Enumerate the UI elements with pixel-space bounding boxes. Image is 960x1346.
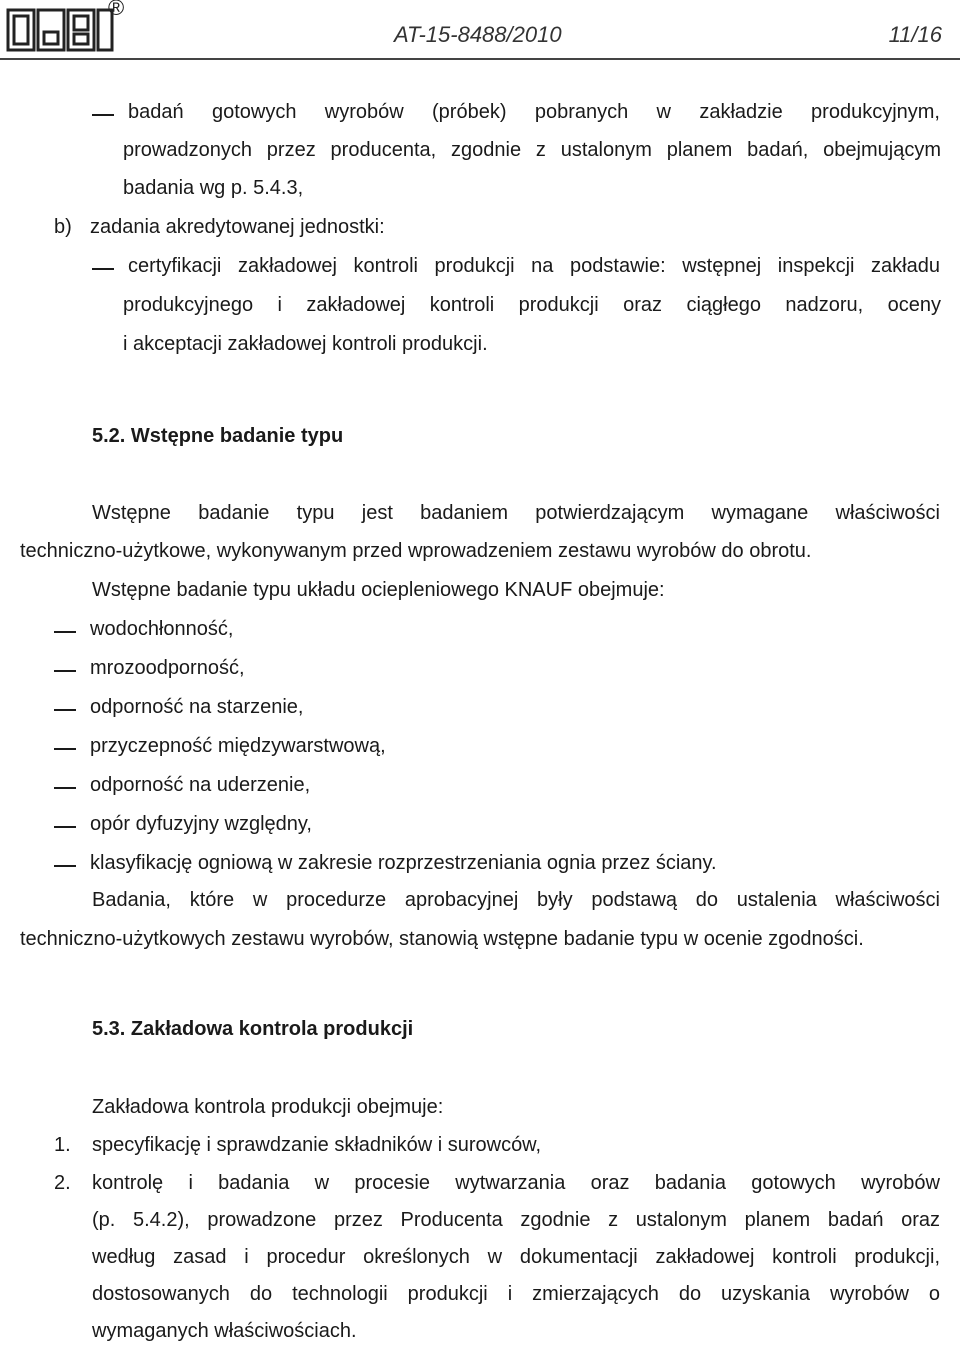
list-dash: [54, 826, 76, 828]
list-item-text: wymaganych właściwościach.: [92, 1320, 357, 1342]
list-item: przyczepność międzywarstwową,: [90, 735, 386, 757]
list-item-text: zadania akredytowanej jednostki:: [90, 216, 385, 238]
paragraph-line: Wstępne badanie typu układu ociepleniowego KNAUF obejmuje:: [92, 579, 665, 601]
header-divider: [0, 58, 960, 60]
list-item-text: certyfikacji zakładowej kontroli produkcji na podstawie: wstępnej inspekcji zakładu: [128, 255, 940, 277]
list-number: 2.: [54, 1172, 71, 1194]
list-dash: [54, 709, 76, 711]
paragraph-line: Badania, które w procedurze aprobacyjnej były podstawą do ustalenia właściwości: [92, 889, 940, 911]
paragraph-line: techniczno-użytkowe, wykonywanym przed wprowadzeniem zestawu wyrobów do obrotu.: [20, 540, 812, 562]
list-item-text: produkcyjnego i zakładowej kontroli produkcji oraz ciągłego nadzoru, oceny: [123, 294, 941, 316]
list-item-text: (p. 5.4.2), prowadzone przez Producenta zgodnie z ustalonym planem badań oraz: [92, 1209, 940, 1231]
list-item: odporność na starzenie,: [90, 696, 304, 718]
registered-mark: ®: [108, 0, 125, 20]
document-id: AT-15-8488/2010: [394, 22, 562, 47]
list-item: klasyfikację ogniową w zakresie rozprzestrzeniania ognia przez ściany.: [90, 852, 717, 874]
list-item-text: badania wg p. 5.4.3,: [123, 177, 304, 199]
list-item-text: według zasad i procedur określonych w dokumentacji zakładowej kontroli produkcji,: [92, 1246, 940, 1268]
list-dash: [54, 748, 76, 750]
list-dash: [54, 631, 76, 633]
list-dash: [54, 670, 76, 672]
list-item-text: i akceptacji zakładowej kontroli produkcji.: [123, 333, 488, 355]
list-item: odporność na uderzenie,: [90, 774, 311, 796]
paragraph-line: Zakładowa kontrola produkcji obejmuje:: [92, 1096, 444, 1118]
list-item-text: dostosowanych do technologii produkcji i zmierzających do uzyskania wyrobów o: [92, 1283, 940, 1305]
list-number: 1.: [54, 1134, 71, 1156]
list-dash: [54, 787, 76, 789]
section-heading: 5.2. Wstępne badanie typu: [92, 425, 344, 447]
paragraph-line: techniczno-użytkowych zestawu wyrobów, stanowią wstępne badanie typu w ocenie zgodności.: [20, 928, 864, 950]
page-number: 11/16: [888, 22, 942, 47]
section-heading: 5.3. Zakładowa kontrola produkcji: [92, 1018, 414, 1040]
list-item: opór dyfuzyjny względny,: [90, 813, 312, 835]
list-dash: [92, 268, 114, 270]
list-dash: [54, 865, 76, 867]
list-item: wodochłonność,: [90, 618, 234, 640]
list-item: specyfikację i sprawdzanie składników i surowców,: [92, 1134, 542, 1156]
list-item-text: prowadzonych przez producenta, zgodnie z ustalonym planem badań, obejmującym: [123, 139, 941, 161]
list-item: mrozoodporność,: [90, 657, 245, 679]
list-dash: [92, 114, 114, 116]
list-item-text: kontrolę i badania w procesie wytwarzania oraz badania gotowych wyrobów: [92, 1172, 940, 1194]
paragraph-line: Wstępne badanie typu jest badaniem potwierdzającym wymagane właściwości: [92, 502, 940, 524]
list-item-text: badań gotowych wyrobów (próbek) pobranych w zakładzie produkcyjnym,: [128, 101, 940, 123]
list-label: b): [54, 216, 72, 238]
